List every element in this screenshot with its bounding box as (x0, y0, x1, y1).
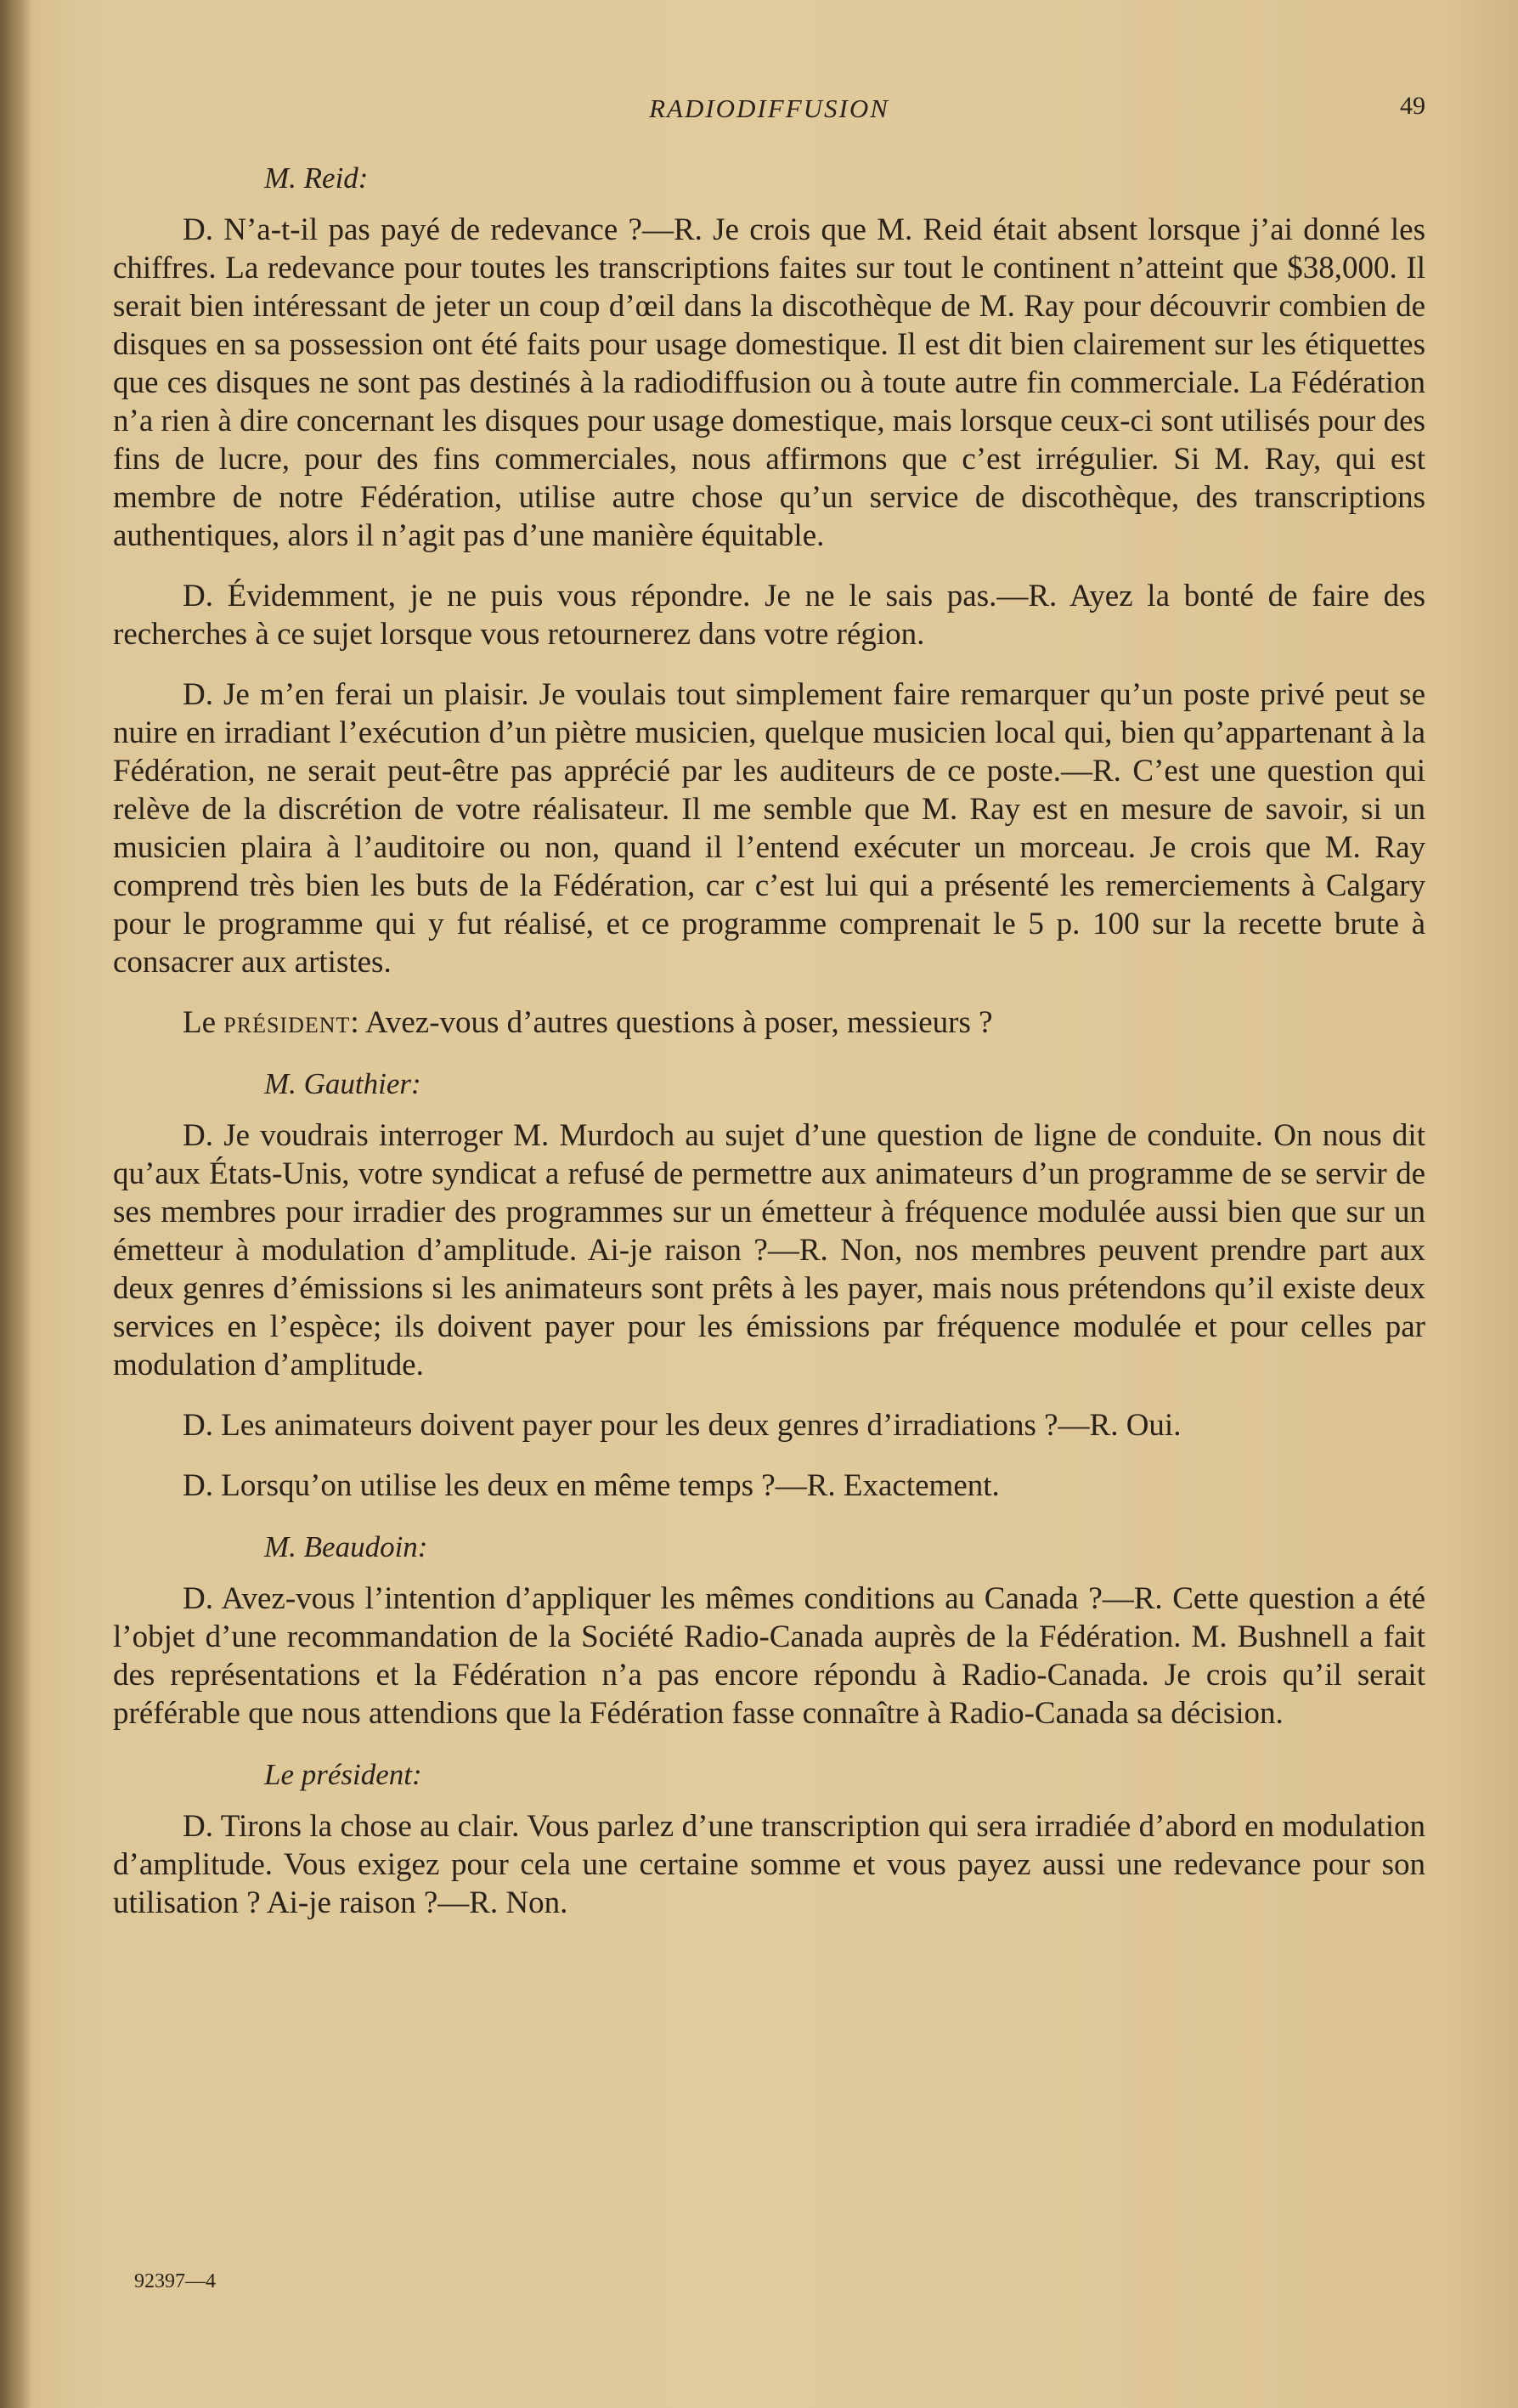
speaker-heading: M. Gauthier: (264, 1067, 421, 1100)
print-code: 92397—4 (134, 2270, 216, 2292)
running-head (113, 85, 1425, 136)
paragraph: D. Avez-vous l’intention d’appliquer les mêmes conditions au Canada ?—R. Cette question a été l’objet d’une recommandation de la Société Radio-Canada auprès de la Fédération. M. Bushnell a fait des représentations et la Fédération n’a pas encore répondu à Radio-Canada. Je crois qu’il serait préférable que nous attendions que la Fédération fasse connaître à Radio-Canada sa décision. (113, 1581, 1425, 1731)
paragraph: D. Les animateurs doivent payer pour les deux genres d’irradiations ?—R. Oui. (183, 1408, 1182, 1443)
page-number: 49 (1400, 92, 1425, 120)
paragraph: D. N’a-t-il pas payé de redevance ?—R. Je crois que M. Reid était absent lorsque j’ai donné les chiffres. La redevance pour toutes les transcriptions faites sur tout le continent n’atteint que $38,000. Il serait bien intéressant de jeter un coup d’œil dans la discothèque de M. Ray pour découvrir combien de disques en sa possession ont été faits pour usage domestique. Il est dit bien clairement sur les étiquettes que ces disques ne sont pas destinés à la radiodiffusion ou à toute autre fin commerciale. La Fédération n’a rien à dire concernant les disques pour usage domestique, mais lorsque ceux-ci sont utilisés pour des fins de lucre, pour des fins commerciales, nous affirmons que c’est irrégulier. Si M. Ray, qui est membre de notre Fédération, utilise autre chose qu’un service de discothèque, des transcriptions authentiques, alors il n’agit pas d’une manière équitable. (113, 212, 1425, 553)
paragraph: D. Évidemment, je ne puis vous répondre. Je ne le sais pas.—R. Ayez la bonté de faire des recherches à ce sujet lorsque vous retournerez dans votre région. (113, 579, 1425, 652)
speaker-heading: M. Reid: (264, 161, 369, 195)
running-title: RADIODIFFUSION (649, 93, 889, 123)
paragraph: D. Je voudrais interroger M. Murdoch au sujet d’une question de ligne de conduite. On nous dit qu’aux États-Unis, votre syndicat a refusé de permettre aux animateurs d’un programme de se servir de ses membres pour irradier des programmes sur un émetteur à fréquence modulée aussi bien que sur un émetteur à modulation d’amplitude. Ai-je raison ?—R. Non, nos membres peuvent prendre part aux deux genres d’émissions si les animateurs sont prêts à les payer, mais nous prétendons qu’il existe deux services en l’espèce; ils doivent payer pour les émissions par fréquence modulée et pour celles par modulation d’amplitude. (113, 1118, 1425, 1382)
paragraph: D. Tirons la chose au clair. Vous parlez d’une transcription qui sera irradiée d’abord en modulation d’amplitude. Vous exigez pour cela une certaine somme et vous payez aussi une redevance pour son utilisation ? Ai-je raison ?—R. Non. (113, 1809, 1425, 1920)
president-interjection (113, 1003, 1425, 1042)
interjection-speaker: président (223, 1005, 351, 1040)
interjection-text: : Avez-vous d’autres questions à poser, messieurs ? (350, 1005, 993, 1040)
paragraph: D. Lorsqu’on utilise les deux en même temps ?—R. Exactement. (183, 1468, 1000, 1503)
page-content (113, 85, 1425, 1944)
binding-edge (0, 0, 31, 2408)
interjection-prefix: Le (183, 1005, 224, 1040)
speaker-heading: Le président: (264, 1758, 422, 1791)
paragraph: D. Je m’en ferai un plaisir. Je voulais tout simplement faire remarquer qu’un poste privé peut se nuire en irradiant l’exécution d’un piètre musicien, quelque musicien local qui, bien qu’appartenant à la Fédération, ne serait peut-être pas apprécié par les auditeurs de ce poste.—R. C’est une question qui relève de la discrétion de votre réalisateur. Il me semble que M. Ray est en mesure de savoir, si un musicien plaira à l’auditoire ou non, quand il l’entend exécuter un morceau. Je crois que M. Ray comprend très bien les buts de la Fédération, car c’est lui qui a présenté les remerciements à Calgary pour le programme qui y fut réalisé, et ce programme comprenait le 5 p. 100 sur la recette brute à consacrer aux artistes. (113, 677, 1425, 980)
speaker-heading: M. Beaudoin: (264, 1530, 428, 1563)
